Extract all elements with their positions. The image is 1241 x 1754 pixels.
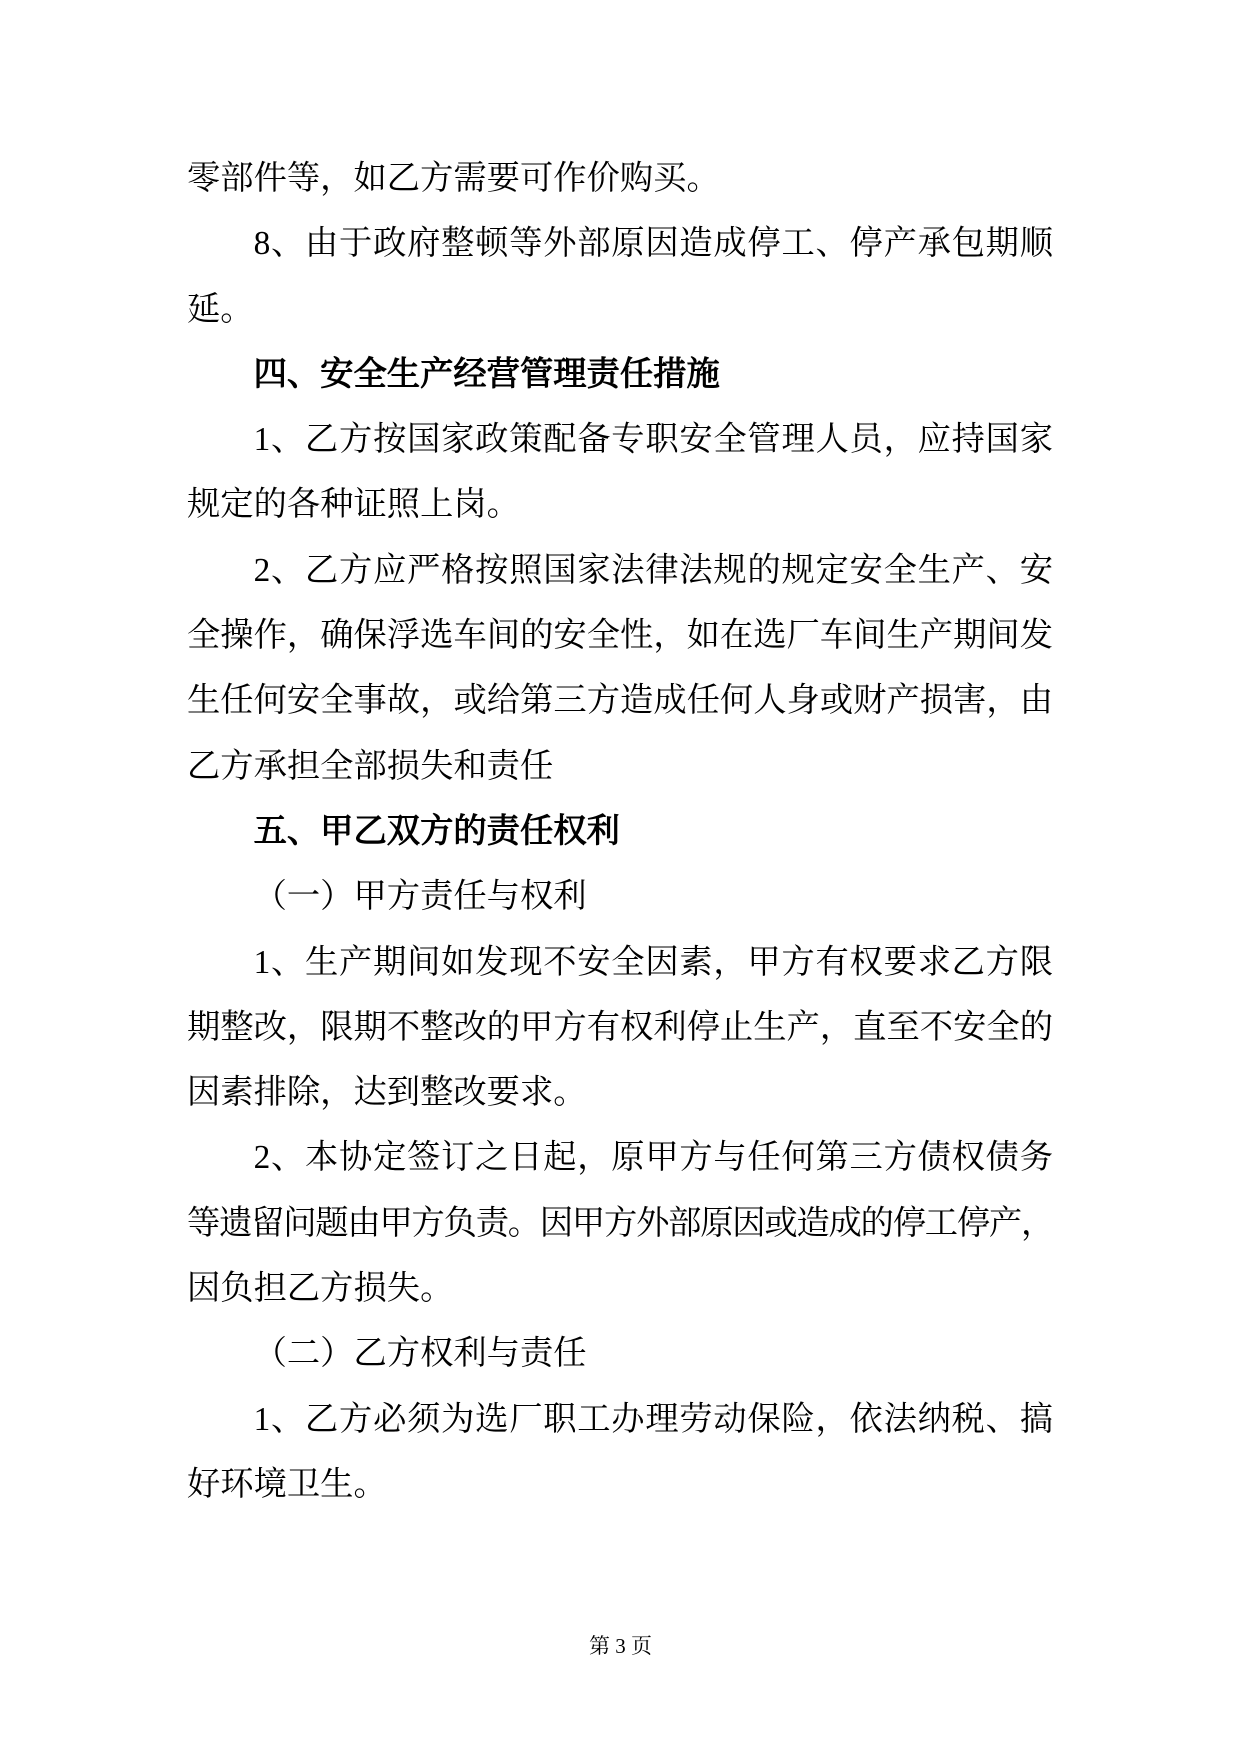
section-heading: 四、安全生产经营管理责任措施 (253, 355, 720, 393)
paragraph-line: 期整改，限期不整改的甲方有权利停止生产，直至不安全的 (187, 1008, 1053, 1046)
paragraph-line: 8、由于政府整顿等外部原因造成停工、停产承包期顺 (253, 225, 1053, 263)
document-body (187, 146, 1053, 1517)
paragraph-line: 1、乙方按国家政策配备专职安全管理人员，应持国家 (253, 421, 1053, 459)
paragraph-line: 延。 (187, 290, 254, 328)
paragraph-line: 因素排除，达到整改要求。 (187, 1074, 587, 1112)
paragraph-line: 等遗留问题由甲方负责。因甲方外部原因或造成的停工停产， (187, 1204, 1053, 1242)
paragraph-line: 2、本协定签订之日起，原甲方与任何第三方债权债务 (253, 1139, 1053, 1177)
subsection-heading: （一）甲方责任与权利 (253, 878, 587, 916)
paragraph-line: 2、乙方应严格按照国家法律法规的规定安全生产、安 (253, 551, 1053, 589)
paragraph-line: 乙方承担全部损失和责任 (187, 747, 554, 785)
paragraph-line: 全操作，确保浮选车间的安全性，如在选厂车间生产期间发 (187, 617, 1053, 655)
paragraph (187, 211, 1053, 342)
page-number: 第 3 页 (589, 1634, 652, 1658)
subsection-heading: （二）乙方权利与责任 (253, 1335, 587, 1373)
paragraph-line: 1、生产期间如发现不安全因素，甲方有权要求乙方限 (253, 943, 1053, 981)
paragraph (187, 538, 1053, 799)
paragraph (187, 146, 1053, 211)
paragraph (187, 1125, 1053, 1321)
section-heading: 五、甲乙双方的责任权利 (253, 812, 620, 850)
paragraph-line: 零部件等，如乙方需要可作价购买。 (187, 160, 720, 197)
paragraph-line: 1、乙方必须为选厂职工办理劳动保险，依法纳税、搞 (253, 1400, 1053, 1438)
paragraph-line: 好环境卫生。 (187, 1465, 387, 1503)
paragraph-line: 规定的各种证照上岗。 (187, 486, 520, 524)
paragraph (187, 1387, 1053, 1518)
paragraph-line: 因负担乙方损失。 (187, 1270, 454, 1308)
paragraph (187, 930, 1053, 1126)
paragraph (187, 407, 1053, 538)
paragraph-line: 生任何安全事故，或给第三方造成任何人身或财产损害，由 (187, 682, 1053, 720)
